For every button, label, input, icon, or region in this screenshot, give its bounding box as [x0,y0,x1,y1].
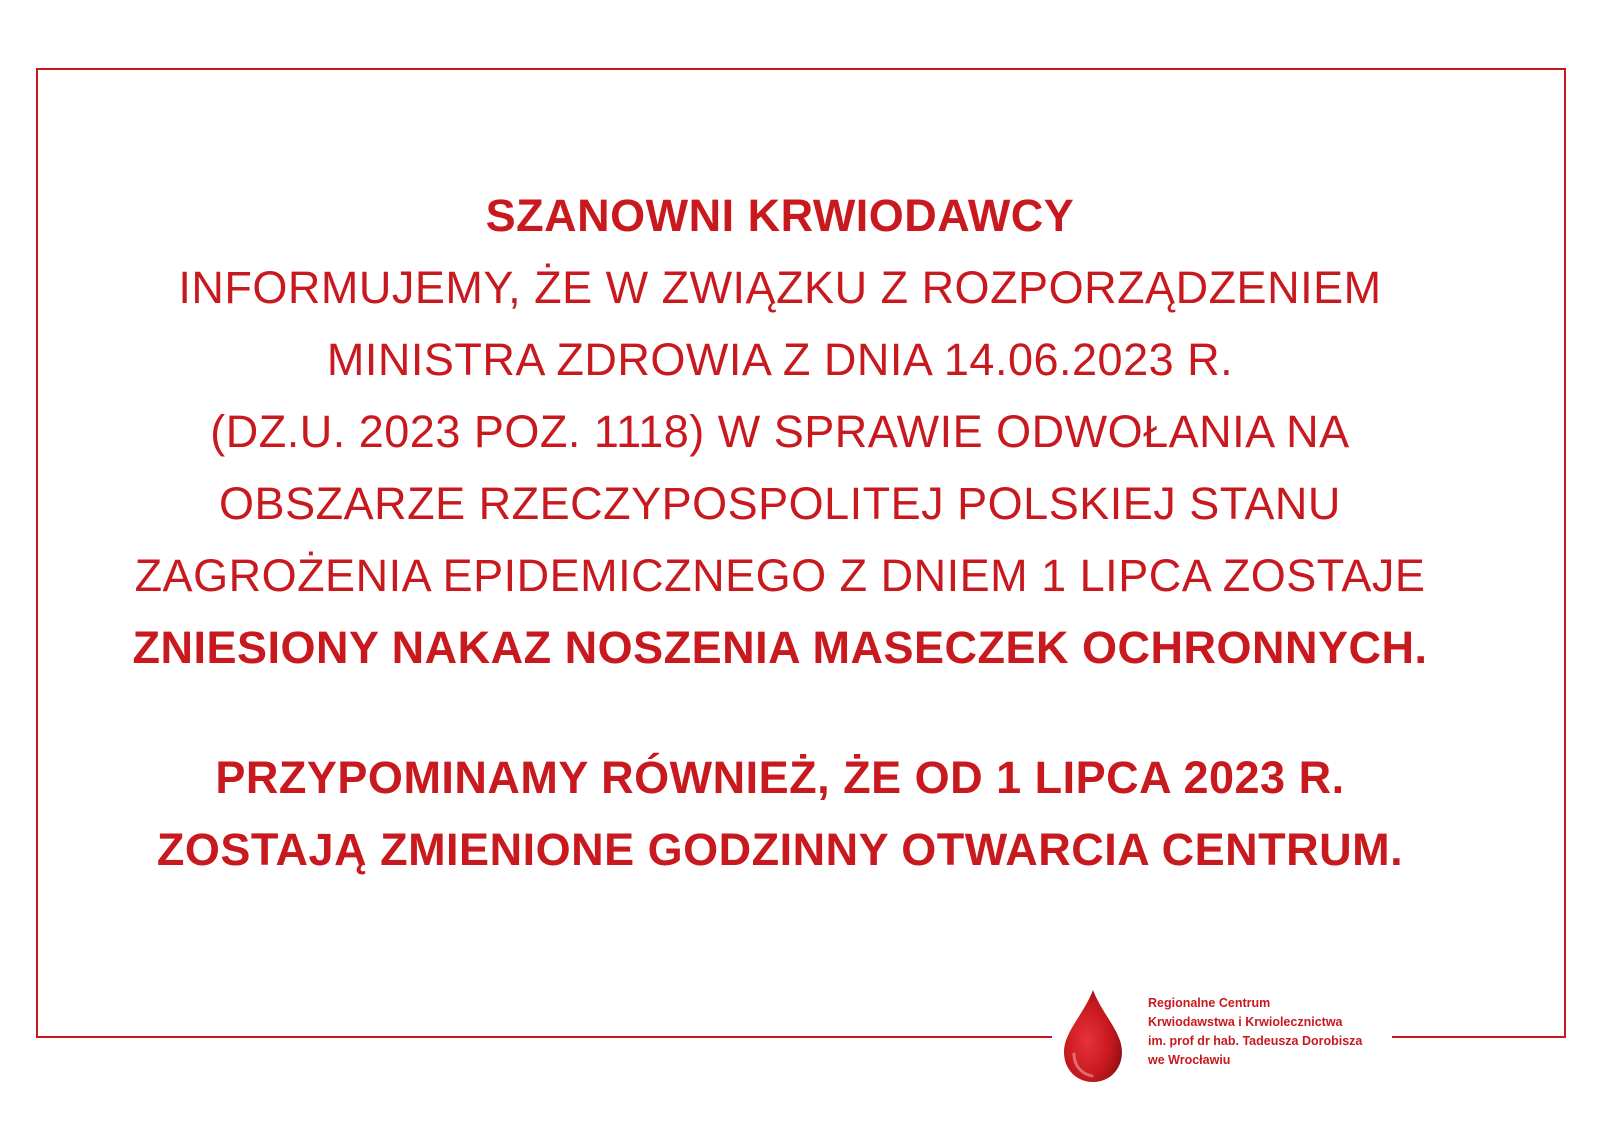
paragraph-spacer [40,684,1520,742]
notice-text [40,180,1520,886]
emphasis-line: ZNIESIONY NAKAZ NOSZENIA MASECZEK OCHRONNYCH. [132,622,1428,673]
blood-drop-icon [1060,988,1126,1084]
body-line: MINISTRA ZDROWIA Z DNIA 14.06.2023 R. [326,334,1234,385]
body-line: OBSZARZE RZECZYPOSPOLITEJ POLSKIEJ STANU [219,478,1341,529]
organization-name [1148,994,1362,1070]
org-name-line: Regionalne Centrum [1148,996,1271,1010]
body-line: INFORMUJEMY, ŻE W ZWIĄZKU Z ROZPORZĄDZENIEM [178,262,1382,313]
notice-heading: SZANOWNI KRWIODAWCY [485,190,1075,241]
org-name-line: im. prof dr hab. Tadeusza Dorobisza [1148,1034,1363,1048]
organization-logo [1060,988,1390,1088]
org-name-line: we Wrocławiu [1148,1053,1231,1067]
reminder-line: PRZYPOMINAMY RÓWNIEŻ, ŻE OD 1 LIPCA 2023 R. [215,752,1345,803]
body-line: (DZ.U. 2023 POZ. 1118) W SPRAWIE ODWOŁANIA NA [210,406,1350,457]
body-line: ZAGROŻENIA EPIDEMICZNEGO Z DNIEM 1 LIPCA ZOSTAJE [134,550,1426,601]
reminder-line: ZOSTAJĄ ZMIENIONE GODZINNY OTWARCIA CENTRUM. [156,824,1404,875]
org-name-line: Krwiodawstwa i Krwiolecznictwa [1148,1015,1343,1029]
